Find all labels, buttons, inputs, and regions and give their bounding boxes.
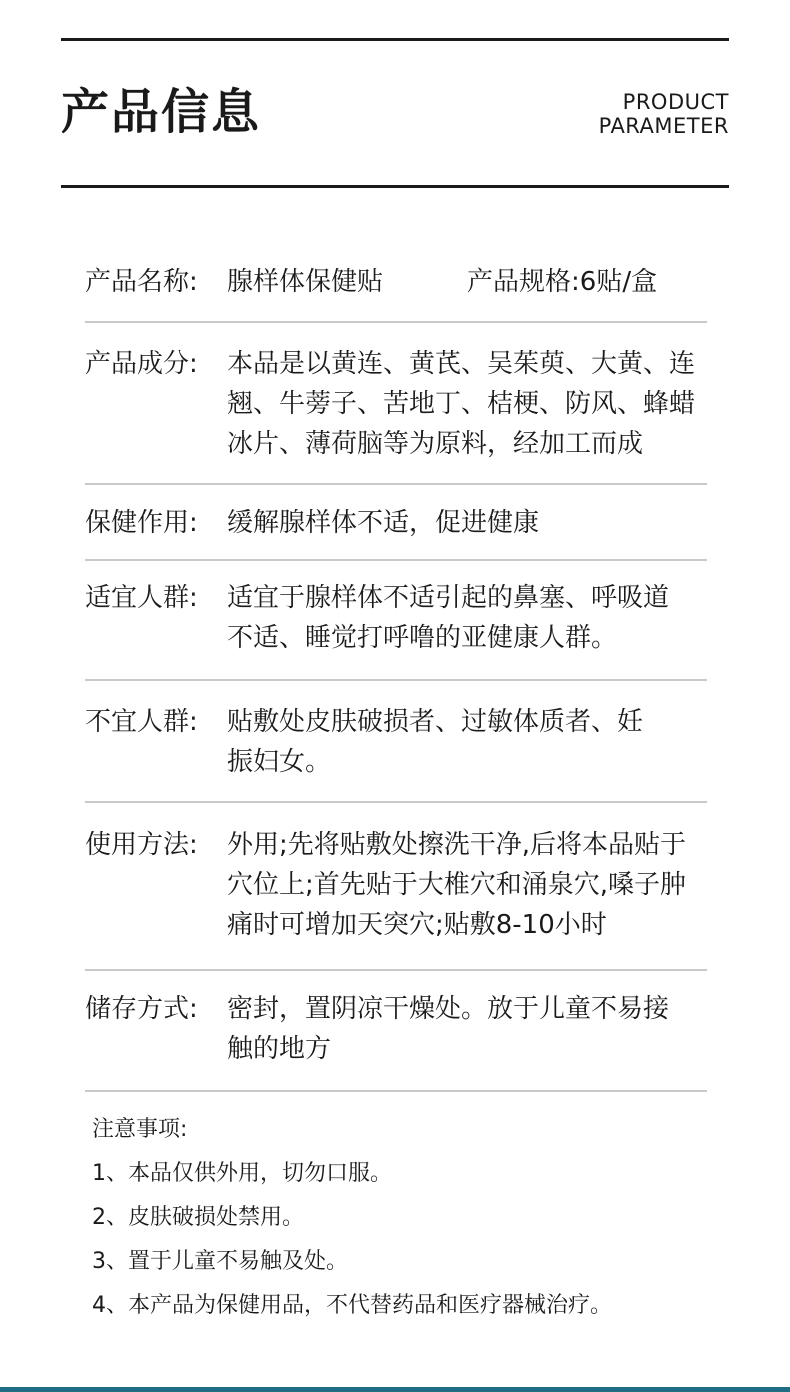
page-title: 产品信息 [61, 84, 262, 140]
row-usage [85, 803, 707, 971]
row-health-function [85, 485, 707, 561]
health-function-label: 保健作用: [85, 508, 198, 538]
usage-line: 穴位上;首先贴于大椎穴和涌泉穴,嗓子肿 [227, 870, 687, 900]
precaution-item: 3、置于儿童不易触及处。 [92, 1249, 348, 1274]
storage-label: 储存方式: [85, 994, 198, 1024]
row-product-name [85, 243, 707, 323]
precautions-heading: 注意事项: [92, 1117, 188, 1142]
product-spec-label: 产品规格: [467, 267, 580, 297]
header-top-rule [61, 38, 729, 41]
suitable-group-value [227, 578, 707, 658]
ingredients-line: 冰片、薄荷脑等为原料，经加工而成 [227, 429, 644, 459]
suitable-group-label: 适宜人群: [85, 583, 198, 613]
unsuitable-group-line: 振妇女。 [227, 747, 332, 777]
row-storage [85, 971, 707, 1092]
precautions [92, 1108, 732, 1328]
unsuitable-group-line: 贴敷处皮肤破损者、过敏体质者、妊 [227, 707, 644, 737]
suitable-group-line: 不适、睡觉打呼噜的亚健康人群。 [227, 623, 618, 653]
product-name-label: 产品名称: [85, 267, 198, 297]
subtitle-line-1: PRODUCT [622, 90, 729, 114]
health-function-value [227, 503, 707, 543]
storage-line: 触的地方 [227, 1034, 332, 1064]
precaution-item: 1、本品仅供外用，切勿口服。 [92, 1161, 392, 1186]
product-spec-value: 6贴/盒 [579, 267, 658, 297]
storage-line: 密封，置阴凉干燥处。放于儿童不易接 [227, 994, 670, 1024]
precaution-item: 4、本产品为保健用品，不代替药品和医疗器械治疗。 [92, 1293, 612, 1318]
usage-line: 痛时可增加天突穴;贴敷8-10小时 [227, 910, 607, 940]
precaution-item: 2、皮肤破损处禁用。 [92, 1205, 304, 1230]
bottom-accent-bar [0, 1387, 790, 1392]
row-ingredients [85, 323, 707, 485]
unsuitable-group-label: 不宜人群: [85, 707, 198, 737]
header-bottom-rule [61, 185, 729, 188]
row-unsuitable-group [85, 681, 707, 803]
ingredients-value [227, 344, 707, 464]
ingredients-label: 产品成分: [85, 349, 198, 379]
usage-line: 外用;先将贴敷处擦洗干净,后将本品贴于 [227, 830, 687, 860]
storage-value [227, 989, 707, 1069]
suitable-group-line: 适宜于腺样体不适引起的鼻塞、呼吸道 [227, 583, 670, 613]
product-parameter-table [85, 243, 707, 1092]
row-suitable-group [85, 561, 707, 681]
usage-value [227, 825, 707, 945]
usage-label: 使用方法: [85, 830, 198, 860]
ingredients-line: 本品是以黄连、黄芪、吴茱萸、大黄、连 [227, 349, 696, 379]
ingredients-line: 翘、牛蒡子、苦地丁、桔梗、防风、蜂蜡 [227, 389, 696, 419]
subtitle-line-2: PARAMETER [598, 114, 729, 138]
health-function-line: 缓解腺样体不适，促进健康 [227, 508, 540, 538]
product-name-value: 腺样体保健贴 [227, 267, 384, 297]
unsuitable-group-value [227, 702, 707, 782]
page-subtitle [599, 90, 729, 138]
